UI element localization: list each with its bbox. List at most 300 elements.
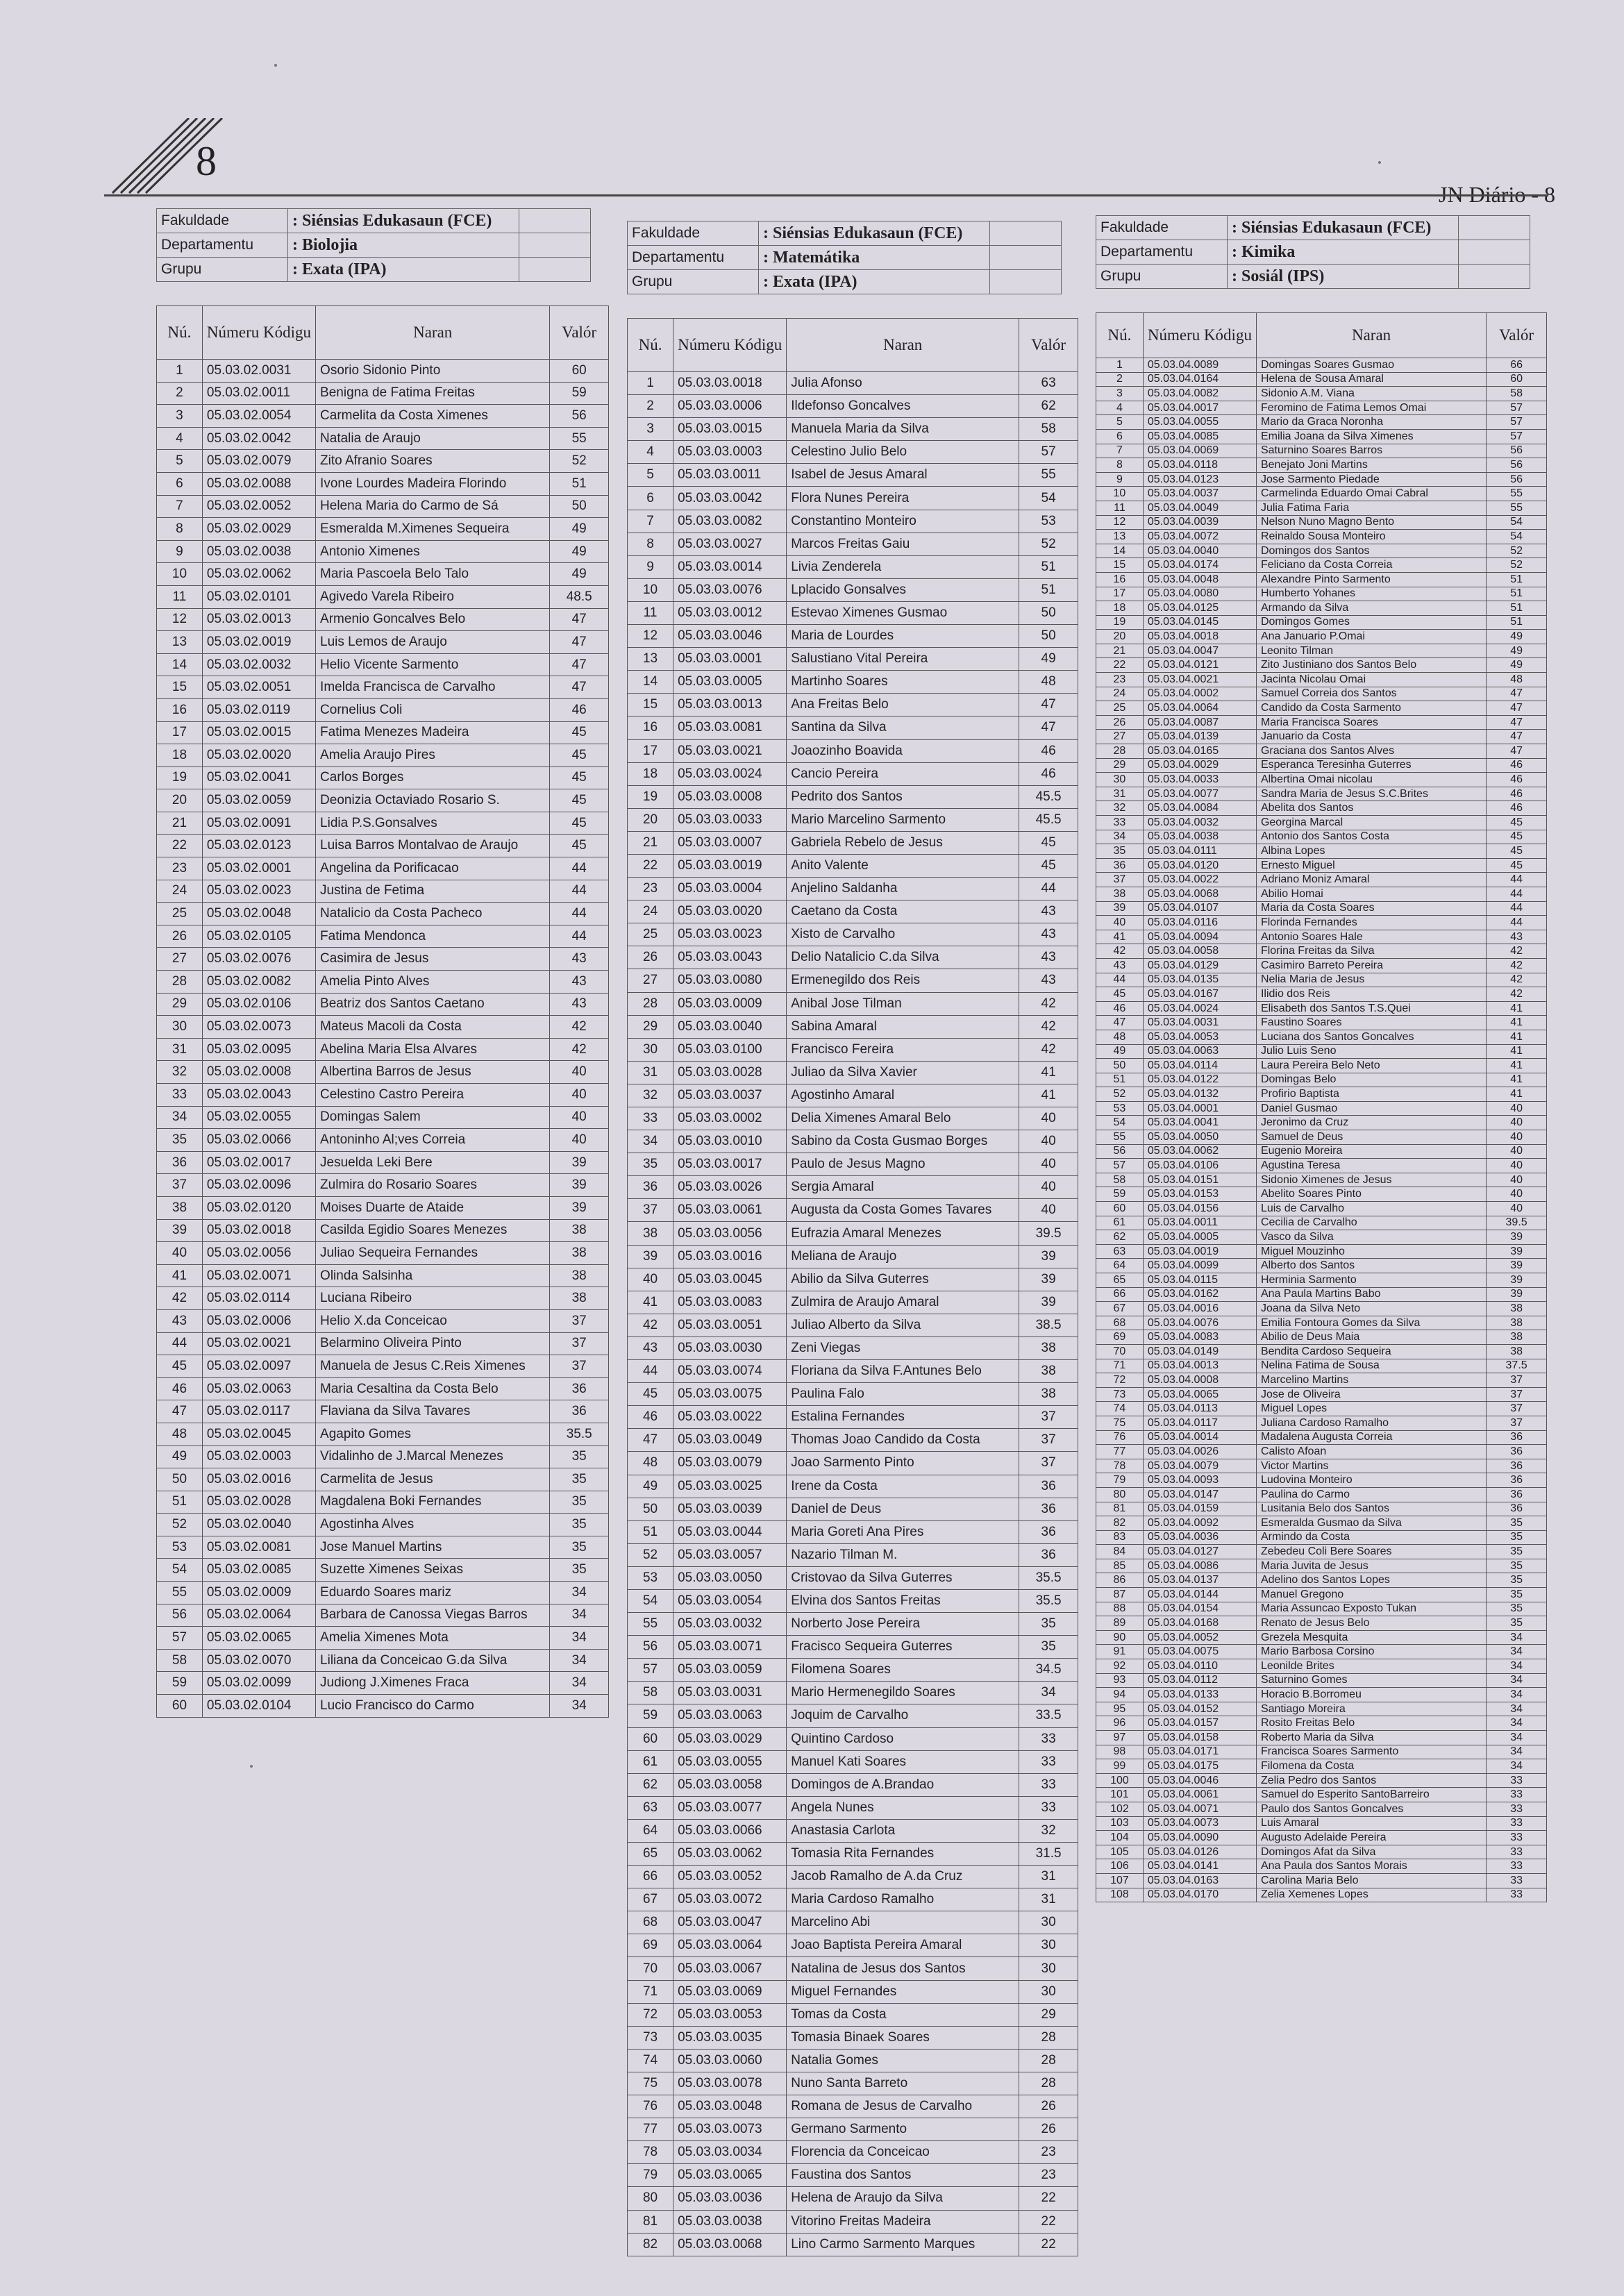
table-row [1096, 1116, 1547, 1130]
row-number: 29 [157, 993, 203, 1016]
row-value: 48 [1487, 673, 1547, 687]
row-value: 47 [1019, 694, 1078, 717]
row-name: Salustiano Vital Pereira [787, 648, 1019, 671]
row-code: 05.03.04.0162 [1143, 1287, 1256, 1302]
row-code: 05.03.02.0015 [202, 721, 315, 744]
row-number: 55 [628, 1613, 673, 1636]
row-value: 57 [1019, 441, 1078, 464]
header-rule [104, 194, 1548, 196]
table-row [1096, 415, 1547, 430]
table-row [157, 1332, 609, 1355]
row-value: 41 [1487, 1001, 1547, 1016]
row-number: 52 [157, 1514, 203, 1536]
row-number: 3 [628, 418, 673, 441]
row-value: 36 [550, 1400, 609, 1423]
row-code: 05.03.04.0094 [1143, 930, 1256, 944]
row-value: 39.5 [1487, 1216, 1547, 1230]
row-code: 05.03.03.0065 [673, 2164, 787, 2187]
row-number: 7 [628, 510, 673, 533]
row-number: 97 [1096, 1731, 1144, 1745]
row-code: 05.03.03.0049 [673, 1429, 787, 1452]
table-row [1096, 1516, 1547, 1531]
row-code: 05.03.04.0065 [1143, 1387, 1256, 1402]
row-name: Augusto Adelaide Pereira [1256, 1831, 1486, 1845]
row-value: 46 [1487, 787, 1547, 801]
row-value: 40 [1019, 1176, 1078, 1199]
row-number: 70 [628, 1957, 673, 1980]
row-number: 60 [157, 1695, 203, 1718]
table-row [157, 405, 609, 428]
row-value: 36 [1487, 1430, 1547, 1445]
row-name: Tomasia Rita Fernandes [787, 1843, 1019, 1866]
row-value: 30 [1019, 1980, 1078, 2003]
row-name: Laura Pereira Belo Neto [1256, 1059, 1486, 1073]
row-code: 05.03.04.0048 [1143, 572, 1256, 587]
row-number: 30 [1096, 773, 1144, 787]
row-value: 33 [1487, 1845, 1547, 1859]
table-row [1096, 973, 1547, 987]
row-value: 36 [1487, 1445, 1547, 1459]
row-value: 33 [1487, 1816, 1547, 1831]
row-number: 42 [628, 1314, 673, 1336]
row-name: Pedrito dos Santos [787, 785, 1019, 808]
info-blank [990, 246, 1062, 270]
row-number: 33 [157, 1084, 203, 1107]
row-code: 05.03.03.0072 [673, 1888, 787, 1911]
row-name: Luciana Ribeiro [316, 1287, 550, 1310]
row-number: 15 [157, 676, 203, 699]
row-name: Francisca Soares Sarmento [1256, 1745, 1486, 1759]
table-row [1096, 630, 1547, 644]
row-number: 103 [1096, 1816, 1144, 1831]
table-row [157, 676, 609, 699]
row-name: Cecilia de Carvalho [1256, 1216, 1486, 1230]
row-code: 05.03.03.0073 [673, 2118, 787, 2141]
row-value: 41 [1487, 1059, 1547, 1073]
row-value: 45 [1487, 844, 1547, 859]
row-number: 1 [157, 360, 203, 383]
row-value: 44 [1487, 901, 1547, 916]
table-row [628, 441, 1078, 464]
row-code: 05.03.04.0121 [1143, 658, 1256, 673]
row-number: 38 [628, 1222, 673, 1245]
row-code: 05.03.03.0074 [673, 1360, 787, 1383]
table-row [157, 1151, 609, 1174]
row-name: Martinho Soares [787, 671, 1019, 694]
row-code: 05.03.02.0091 [202, 812, 315, 835]
row-name: Luisa Barros Montalvao de Araujo [316, 835, 550, 857]
table-row [157, 1219, 609, 1242]
row-number: 54 [1096, 1116, 1144, 1130]
row-value: 43 [1019, 969, 1078, 992]
row-code: 05.03.02.0082 [202, 971, 315, 994]
table-row [1096, 1230, 1547, 1245]
row-name: Domingas Soares Gusmao [1256, 358, 1486, 373]
row-code: 05.03.04.0008 [1143, 1373, 1256, 1388]
row-value: 47 [1487, 715, 1547, 730]
table-row [157, 1129, 609, 1152]
row-value: 37 [550, 1355, 609, 1378]
row-code: 05.03.02.0059 [202, 789, 315, 812]
row-code: 05.03.04.0113 [1143, 1402, 1256, 1416]
row-code: 05.03.03.0039 [673, 1498, 787, 1520]
row-name: Maria Goreti Ana Pires [787, 1520, 1019, 1543]
row-number: 87 [1096, 1588, 1144, 1602]
row-name: Esperanca Teresinha Guterres [1256, 758, 1486, 773]
row-name: Helena de Sousa Amaral [1256, 372, 1486, 387]
table-row [1096, 1316, 1547, 1330]
info-blank [990, 270, 1062, 294]
table-row [1096, 873, 1547, 887]
row-code: 05.03.04.0026 [1143, 1445, 1256, 1459]
header-name: Naran [1256, 313, 1486, 358]
row-value: 39 [550, 1174, 609, 1197]
row-code: 05.03.04.0135 [1143, 973, 1256, 987]
info-value: : Siénsias Edukasaun (FCE) [1228, 216, 1459, 240]
row-code: 05.03.03.0042 [673, 487, 787, 510]
row-name: Xisto de Carvalho [787, 923, 1019, 946]
row-number: 43 [157, 1309, 203, 1332]
table-row [1096, 1001, 1547, 1016]
row-name: Florina Freitas da Silva [1256, 944, 1486, 959]
row-code: 05.03.03.0030 [673, 1336, 787, 1359]
row-code: 05.03.04.0075 [1143, 1645, 1256, 1659]
row-number: 21 [157, 812, 203, 835]
table-row [1096, 1559, 1547, 1573]
row-code: 05.03.04.0149 [1143, 1344, 1256, 1359]
row-name: Amelia Ximenes Mota [316, 1627, 550, 1650]
row-value: 38.5 [1019, 1314, 1078, 1336]
row-number: 89 [1096, 1616, 1144, 1631]
row-value: 44 [1487, 916, 1547, 930]
row-name: Mario Barbosa Corsino [1256, 1645, 1486, 1659]
row-value: 22 [1019, 2187, 1078, 2210]
table-row [628, 625, 1078, 648]
row-code: 05.03.02.0096 [202, 1174, 315, 1197]
row-number: 54 [628, 1589, 673, 1612]
table-row [1096, 1144, 1547, 1159]
row-number: 60 [1096, 1202, 1144, 1216]
header-nu: Nú. [628, 319, 673, 372]
table-row [628, 2049, 1078, 2072]
row-number: 78 [1096, 1459, 1144, 1473]
row-name: Domingas Salem [316, 1106, 550, 1129]
info-row [157, 209, 591, 233]
row-name: Cristovao da Silva Guterres [787, 1566, 1019, 1589]
table-row [628, 2003, 1078, 2026]
row-number: 57 [157, 1627, 203, 1650]
row-number: 22 [1096, 658, 1144, 673]
table-row [1096, 1244, 1547, 1259]
table-row [1096, 1473, 1547, 1488]
row-code: 05.03.04.0117 [1143, 1416, 1256, 1430]
row-value: 33 [1487, 1859, 1547, 1874]
row-code: 05.03.02.0019 [202, 631, 315, 654]
row-number: 64 [628, 1819, 673, 1842]
row-value: 34 [1487, 1630, 1547, 1645]
row-name: Flora Nunes Pereira [787, 487, 1019, 510]
row-name: Jesuelda Leki Bere [316, 1151, 550, 1174]
row-name: Albina Lopes [1256, 844, 1486, 859]
row-value: 37 [1019, 1429, 1078, 1452]
table-row [1096, 444, 1547, 458]
table-row [157, 789, 609, 812]
table-row [1096, 787, 1547, 801]
row-value: 46 [550, 698, 609, 721]
row-number: 47 [628, 1429, 673, 1452]
row-value: 41 [1019, 1061, 1078, 1084]
table-header [157, 306, 609, 360]
row-name: Miguel Lopes [1256, 1402, 1486, 1416]
row-value: 38 [1487, 1330, 1547, 1345]
row-number: 43 [1096, 958, 1144, 973]
table-row [628, 1773, 1078, 1796]
table-row [157, 1309, 609, 1332]
table-row [1096, 1530, 1547, 1545]
row-name: Miguel Mouzinho [1256, 1244, 1486, 1259]
row-value: 43 [550, 948, 609, 971]
table-row [628, 1153, 1078, 1176]
table-row [628, 1980, 1078, 2003]
table-row [1096, 1602, 1547, 1616]
row-value: 34 [1019, 1682, 1078, 1704]
table-row [1096, 572, 1547, 587]
row-number: 24 [157, 880, 203, 903]
row-number: 34 [157, 1106, 203, 1129]
row-name: Vasco da Silva [1256, 1230, 1486, 1245]
table-row [1096, 1659, 1547, 1674]
row-name: Joaozinho Boavida [787, 739, 1019, 762]
row-name: Luciana dos Santos Goncalves [1256, 1030, 1486, 1044]
row-code: 05.03.02.0099 [202, 1672, 315, 1695]
row-value: 45 [1487, 858, 1547, 873]
row-number: 56 [157, 1604, 203, 1627]
table-row [1096, 1802, 1547, 1816]
row-number: 53 [628, 1566, 673, 1589]
row-name: Marcos Freitas Gaiu [787, 533, 1019, 555]
row-value: 42 [1487, 973, 1547, 987]
table-row [1096, 1030, 1547, 1044]
row-value: 39 [1019, 1268, 1078, 1291]
row-value: 30 [1019, 1957, 1078, 1980]
row-value: 40 [1487, 1101, 1547, 1116]
row-code: 05.03.02.0032 [202, 653, 315, 676]
row-code: 05.03.02.0001 [202, 857, 315, 880]
row-code: 05.03.03.0077 [673, 1796, 787, 1819]
table-row [157, 812, 609, 835]
table-row [1096, 858, 1547, 873]
row-name: Samuel do Esperito SantoBarreiro [1256, 1788, 1486, 1802]
table-row [628, 946, 1078, 969]
masthead: JN Diário - 8 [1439, 182, 1555, 207]
row-name: Angelina da Porificacao [316, 857, 550, 880]
info-row [628, 246, 1062, 270]
row-code: 05.03.03.0064 [673, 1934, 787, 1957]
table-row [628, 1566, 1078, 1589]
row-number: 67 [1096, 1302, 1144, 1316]
row-number: 27 [157, 948, 203, 971]
row-value: 52 [1487, 544, 1547, 558]
row-name: Samuel de Deus [1256, 1130, 1486, 1145]
row-code: 05.03.02.0028 [202, 1491, 315, 1514]
row-name: Flaviana da Silva Tavares [316, 1400, 550, 1423]
table-row [1096, 1459, 1547, 1473]
row-name: Domingos de A.Brandao [787, 1773, 1019, 1796]
row-value: 46 [1019, 762, 1078, 785]
row-name: Angela Nunes [787, 1796, 1019, 1819]
row-number: 40 [157, 1242, 203, 1265]
table-row [157, 993, 609, 1016]
row-value: 38 [1487, 1302, 1547, 1316]
row-name: Filomena da Costa [1256, 1759, 1486, 1774]
table-row [628, 1291, 1078, 1314]
row-code: 05.03.02.0003 [202, 1446, 315, 1468]
row-number: 48 [157, 1423, 203, 1446]
row-value: 42 [550, 1016, 609, 1039]
row-value: 36 [1019, 1475, 1078, 1498]
row-number: 5 [157, 450, 203, 473]
row-name: Nuno Santa Barreto [787, 2072, 1019, 2095]
row-code: 05.03.03.0014 [673, 555, 787, 578]
row-number: 15 [1096, 558, 1144, 573]
row-value: 49 [1487, 644, 1547, 658]
row-value: 38 [550, 1242, 609, 1265]
row-code: 05.03.04.0139 [1143, 730, 1256, 744]
row-name: Domingos Gomes [1256, 615, 1486, 630]
row-code: 05.03.02.0062 [202, 563, 315, 586]
row-code: 05.03.04.0068 [1143, 887, 1256, 901]
table-row [157, 948, 609, 971]
row-code: 05.03.04.0092 [1143, 1516, 1256, 1531]
row-value: 30 [1019, 1911, 1078, 1934]
info-value: : Biolojia [288, 233, 519, 258]
row-value: 55 [1487, 501, 1547, 515]
table-row [157, 1582, 609, 1604]
row-name: Emilia Fontoura Gomes da Silva [1256, 1316, 1486, 1330]
row-number: 40 [1096, 916, 1144, 930]
table-row [1096, 901, 1547, 916]
table-row [157, 1446, 609, 1468]
row-code: 05.03.03.0047 [673, 1911, 787, 1934]
row-value: 40 [1487, 1173, 1547, 1187]
row-code: 05.03.03.0021 [673, 739, 787, 762]
row-name: Daniel de Deus [787, 1498, 1019, 1520]
row-code: 05.03.04.0163 [1143, 1873, 1256, 1888]
row-number: 13 [628, 648, 673, 671]
row-name: Estalina Fernandes [787, 1406, 1019, 1429]
table-row [1096, 472, 1547, 487]
row-value: 34 [1487, 1745, 1547, 1759]
row-name: Julia Afonso [787, 372, 1019, 395]
header-nu: Nú. [1096, 313, 1144, 358]
page-number: 8 [196, 138, 217, 184]
row-code: 05.03.04.0175 [1143, 1759, 1256, 1774]
row-value: 51 [1019, 555, 1078, 578]
row-number: 3 [1096, 387, 1144, 401]
row-value: 43 [550, 993, 609, 1016]
row-name: Filomena Soares [787, 1659, 1019, 1682]
row-name: Maria Juvita de Jesus [1256, 1559, 1486, 1573]
row-code: 05.03.03.0036 [673, 2187, 787, 2210]
row-value: 42 [1019, 992, 1078, 1015]
row-name: Julio Luis Seno [1256, 1044, 1486, 1059]
row-number: 50 [628, 1498, 673, 1520]
row-value: 33 [1487, 1888, 1547, 1902]
row-number: 23 [1096, 673, 1144, 687]
table-row [1096, 887, 1547, 901]
table-row [157, 1061, 609, 1084]
row-number: 80 [628, 2187, 673, 2210]
row-number: 79 [628, 2164, 673, 2187]
row-code: 05.03.04.0071 [1143, 1802, 1256, 1816]
row-number: 105 [1096, 1845, 1144, 1859]
row-name: Saturnino Gomes [1256, 1673, 1486, 1688]
row-number: 86 [1096, 1573, 1144, 1588]
row-value: 26 [1019, 2095, 1078, 2118]
row-code: 05.03.04.0087 [1143, 715, 1256, 730]
row-value: 60 [550, 360, 609, 383]
row-number: 10 [157, 563, 203, 586]
info-value: : Siénsias Edukasaun (FCE) [288, 209, 519, 233]
table-row [628, 2095, 1078, 2118]
table-row [157, 1627, 609, 1650]
row-value: 43 [1487, 930, 1547, 944]
row-number: 34 [1096, 830, 1144, 844]
row-name: Fracisco Sequeira Guterres [787, 1636, 1019, 1659]
row-number: 49 [1096, 1044, 1144, 1059]
row-name: Abelina Maria Elsa Alvares [316, 1038, 550, 1061]
row-value: 33 [1487, 1802, 1547, 1816]
table-row [1096, 1845, 1547, 1859]
row-number: 53 [1096, 1101, 1144, 1116]
row-number: 106 [1096, 1859, 1144, 1874]
row-value: 63 [1019, 372, 1078, 395]
row-number: 62 [628, 1773, 673, 1796]
row-code: 05.03.04.0050 [1143, 1130, 1256, 1145]
row-number: 26 [628, 946, 673, 969]
row-name: Moises Duarte de Ataide [316, 1196, 550, 1219]
row-name: Adelino dos Santos Lopes [1256, 1573, 1486, 1588]
row-value: 53 [1019, 510, 1078, 533]
row-name: Zelia Xemenes Lopes [1256, 1888, 1486, 1902]
row-name: Domingos Afat da Silva [1256, 1845, 1486, 1859]
row-value: 47 [1487, 687, 1547, 701]
row-number: 39 [628, 1245, 673, 1268]
row-name: Madalena Augusta Correia [1256, 1430, 1486, 1445]
table-row [1096, 458, 1547, 473]
row-code: 05.03.04.0079 [1143, 1459, 1256, 1473]
table-row [628, 1498, 1078, 1520]
row-number: 82 [1096, 1516, 1144, 1531]
row-code: 05.03.04.0112 [1143, 1673, 1256, 1688]
row-code: 05.03.04.0013 [1143, 1359, 1256, 1373]
row-code: 05.03.03.0081 [673, 717, 787, 739]
row-code: 05.03.04.0089 [1143, 358, 1256, 373]
table-row [1096, 487, 1547, 501]
row-code: 05.03.02.0085 [202, 1559, 315, 1582]
row-number: 3 [157, 405, 203, 428]
info-label: Grupu [1096, 265, 1228, 289]
row-number: 19 [157, 766, 203, 789]
table-row [1096, 1616, 1547, 1631]
info-value: : Sosiál (IPS) [1228, 265, 1459, 289]
row-number: 65 [1096, 1273, 1144, 1288]
row-code: 05.03.03.0020 [673, 900, 787, 923]
row-number: 92 [1096, 1659, 1144, 1674]
row-code: 05.03.04.0058 [1143, 944, 1256, 959]
row-value: 44 [550, 903, 609, 925]
row-name: Tomas da Costa [787, 2003, 1019, 2026]
